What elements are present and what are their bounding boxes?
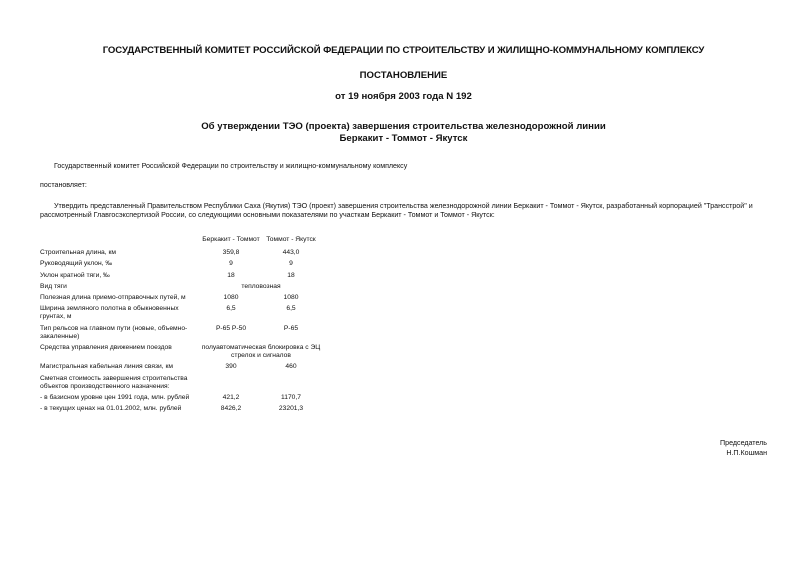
table-row	[40, 272, 321, 283]
row-value-berkakit-tommot: 8426,2	[220, 405, 242, 413]
row-shared-value: полуавтоматическая блокировка с ЭЦ стрелок и сигналов	[201, 344, 321, 360]
table-row	[40, 249, 321, 260]
row-label: Сметная стоимость завершения строительства объектов производственного назначения:	[40, 374, 188, 390]
metrics-table	[40, 236, 321, 416]
table-row	[40, 363, 321, 374]
date-number: от 19 ноября 2003 года N 192	[335, 91, 472, 102]
row-label: Уклон кратной тяги, ‰	[40, 271, 110, 279]
table-header-row	[40, 236, 321, 249]
approval-paragraph: Утвердить представленный Правительством Республики Саха (Якутия) ТЭО (проект) завершения строительства железнодорожной линии Беркакит - Томмот - Якутск, разработанный корпорацией "Трансстрой" и рассмотренный Главгосэкспертизой России, со следующими основными показателями по участкам Беркакит - Томмот и Томмот - Якутск:	[40, 202, 753, 220]
row-value-berkakit-tommot: 6,5	[226, 305, 236, 313]
header-empty-cell	[40, 236, 190, 249]
title-line-1: Об утверждении ТЭО (проекта) завершения строительства железнодорожной линии	[201, 121, 606, 132]
committee-paragraph: Государственный комитет Российской Федерации по строительству и жилищно-коммунальному комплексу	[54, 162, 408, 170]
table-row	[40, 325, 321, 344]
row-label: - в текущих ценах на 01.01.2002, млн. рублей	[40, 405, 182, 413]
row-value-berkakit-tommot: 18	[227, 271, 235, 279]
row-value-tommot-yakutsk: 9	[289, 260, 293, 268]
title-line-2: Беркакит - Томмот - Якутск	[339, 133, 468, 144]
row-value-berkakit-tommot: 421,2	[222, 394, 240, 402]
signature-position: Председатель	[720, 439, 767, 447]
row-value-tommot-yakutsk: 1170,7	[281, 394, 301, 402]
row-label: Магистральная кабельная линия связи, км	[40, 363, 174, 371]
table-row	[40, 283, 321, 294]
table-row	[40, 394, 321, 405]
resolves-paragraph: постановляет:	[40, 181, 87, 189]
table-row	[40, 260, 321, 271]
row-value-berkakit-tommot: 9	[229, 260, 233, 268]
row-value-tommot-yakutsk: 18	[287, 271, 295, 279]
row-value-tommot-yakutsk	[261, 375, 321, 394]
row-value-tommot-yakutsk: Р-65	[283, 324, 299, 332]
table-row	[40, 375, 321, 394]
document-title	[0, 121, 807, 145]
col1-header: Беркакит - Томмот	[202, 236, 260, 243]
row-label: Полезная длина приемо-отправочных путей, м	[40, 294, 186, 302]
signature-block	[720, 438, 767, 458]
row-value-berkakit-tommot: 390	[225, 363, 237, 371]
row-shared-value: тепловозная	[241, 282, 281, 290]
row-value-berkakit-tommot: 1080	[223, 294, 239, 302]
row-label: - в базисном уровне цен 1991 года, млн. рублей	[40, 394, 190, 402]
row-value-tommot-yakutsk: 23201,3	[278, 405, 304, 413]
row-value-tommot-yakutsk: 6,5	[286, 305, 296, 313]
row-label: Тип рельсов на главном пути (новые, объемно-закаленные)	[40, 324, 188, 340]
row-value-tommot-yakutsk: 443,0	[282, 249, 300, 257]
row-label: Ширина земляного полотна в обыкновенных грунтах, м	[40, 305, 179, 321]
row-value-berkakit-tommot	[201, 375, 261, 394]
row-label: Руководящий уклон, ‰	[40, 260, 113, 268]
row-label: Средства управления движением поездов	[40, 344, 172, 352]
row-value-tommot-yakutsk: 460	[285, 363, 297, 371]
row-label: Строительная длина, км	[40, 249, 117, 257]
table-row	[40, 305, 321, 324]
row-value-berkakit-tommot: 359,8	[222, 249, 240, 257]
row-label: Вид тяги	[40, 282, 67, 290]
signature-name: Н.П.Кошман	[726, 449, 767, 457]
table-row	[40, 344, 321, 363]
row-value-berkakit-tommot: Р-65 Р-50	[215, 324, 247, 332]
row-value-tommot-yakutsk: 1080	[283, 294, 299, 302]
col2-header: Томмот - Якутск	[266, 236, 316, 243]
document-type: ПОСТАНОВЛЕНИЕ	[359, 70, 448, 81]
committee-heading: ГОСУДАРСТВЕННЫЙ КОМИТЕТ РОССИЙСКОЙ ФЕДЕРАЦИИ ПО СТРОИТЕЛЬСТВУ И ЖИЛИЩНО-КОММУНАЛЬНОМУ КОМПЛЕКСУ	[102, 45, 705, 56]
table-row	[40, 294, 321, 305]
table-row	[40, 405, 321, 416]
